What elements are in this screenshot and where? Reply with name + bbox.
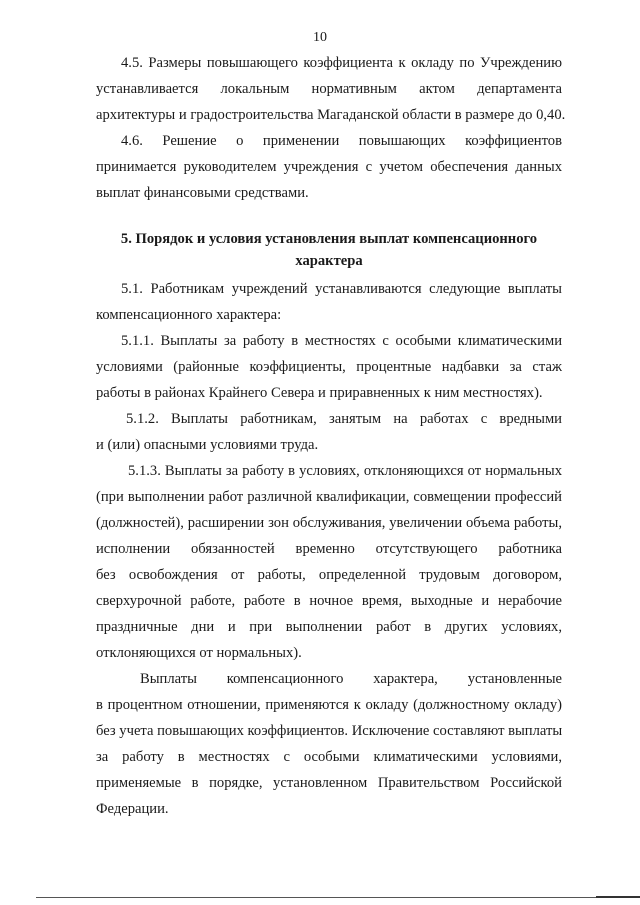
text-line: (при выполнении работ различной квалификации, совмещении профессий	[96, 489, 562, 505]
text-line: отклоняющихся от нормальных).	[96, 645, 302, 661]
text-line: 5.1.2. Выплаты работникам, занятым на работах с вредными	[126, 411, 562, 427]
heading-line: характера	[295, 253, 363, 269]
section-heading	[96, 228, 562, 272]
text-line: Федерации.	[96, 801, 169, 817]
text-line: праздничные дни и при выполнении работ в других условиях,	[96, 619, 562, 635]
text-line: принимается руководителем учреждения с учетом обеспечения данных	[96, 159, 562, 175]
text-line: 5.1. Работникам учреждений устанавливаются следующие выплаты	[121, 281, 562, 297]
text-line: Выплаты компенсационного характера, установленные	[140, 671, 562, 687]
text-line: (должностей), расширении зон обслуживания, увеличении объема работы,	[96, 515, 562, 531]
text-line: без учета повышающих коэффициентов. Исключение составляют выплаты	[96, 723, 563, 739]
text-line: архитектуры и градостроительства Магаданской области в размере до 0,40.	[96, 107, 566, 123]
text-line: выплат финансовыми средствами.	[96, 185, 309, 201]
text-line: без освобождения от работы, определенной трудовым договором,	[96, 567, 562, 583]
text-line: 4.5. Размеры повышающего коэффициента к окладу по Учреждению	[121, 55, 562, 71]
text-line: 5.1.1. Выплаты за работу в местностях с особыми климатическими	[121, 333, 562, 349]
paragraph-5-1-2	[96, 406, 562, 458]
text-line: компенсационного характера:	[96, 307, 282, 323]
page-bottom-edge-mark	[596, 896, 640, 898]
text-line: устанавливается локальным нормативным актом департамента	[96, 81, 562, 97]
text-line: в процентном отношении, применяются к окладу (должностному окладу)	[96, 697, 562, 713]
heading-line: 5. Порядок и условия установления выплат компенсационного	[120, 231, 538, 247]
paragraph-5-1-1	[96, 328, 562, 406]
paragraph-4-5	[96, 50, 566, 128]
paragraph-compensation	[96, 666, 562, 822]
page-number: 10	[313, 30, 327, 45]
paragraph-5-1-3	[96, 458, 562, 666]
text-line: сверхурочной работе, работе в ночное время, выходные и нерабочие	[96, 593, 562, 609]
page-bottom-edge	[36, 897, 596, 898]
text-line: 5.1.3. Выплаты за работу в условиях, отклоняющихся от нормальных	[128, 463, 562, 479]
text-line: за работу в местностях с особыми климатическими условиями,	[96, 749, 562, 765]
text-line: работы в районах Крайнего Севера и приравненных к ним местностях).	[96, 385, 543, 401]
text-line: условиями (районные коэффициенты, процентные надбавки за стаж	[96, 359, 562, 375]
text-line: 4.6. Решение о применении повышающих коэффициентов	[121, 133, 562, 149]
text-line: и (или) опасными условиями труда.	[96, 437, 319, 453]
paragraph-4-6	[96, 128, 562, 206]
paragraph-5-1	[96, 276, 562, 328]
text-line: применяемые в порядке, установленном Правительством Российской	[96, 775, 562, 791]
text-line: исполнении обязанностей временно отсутствующего работника	[96, 541, 562, 557]
